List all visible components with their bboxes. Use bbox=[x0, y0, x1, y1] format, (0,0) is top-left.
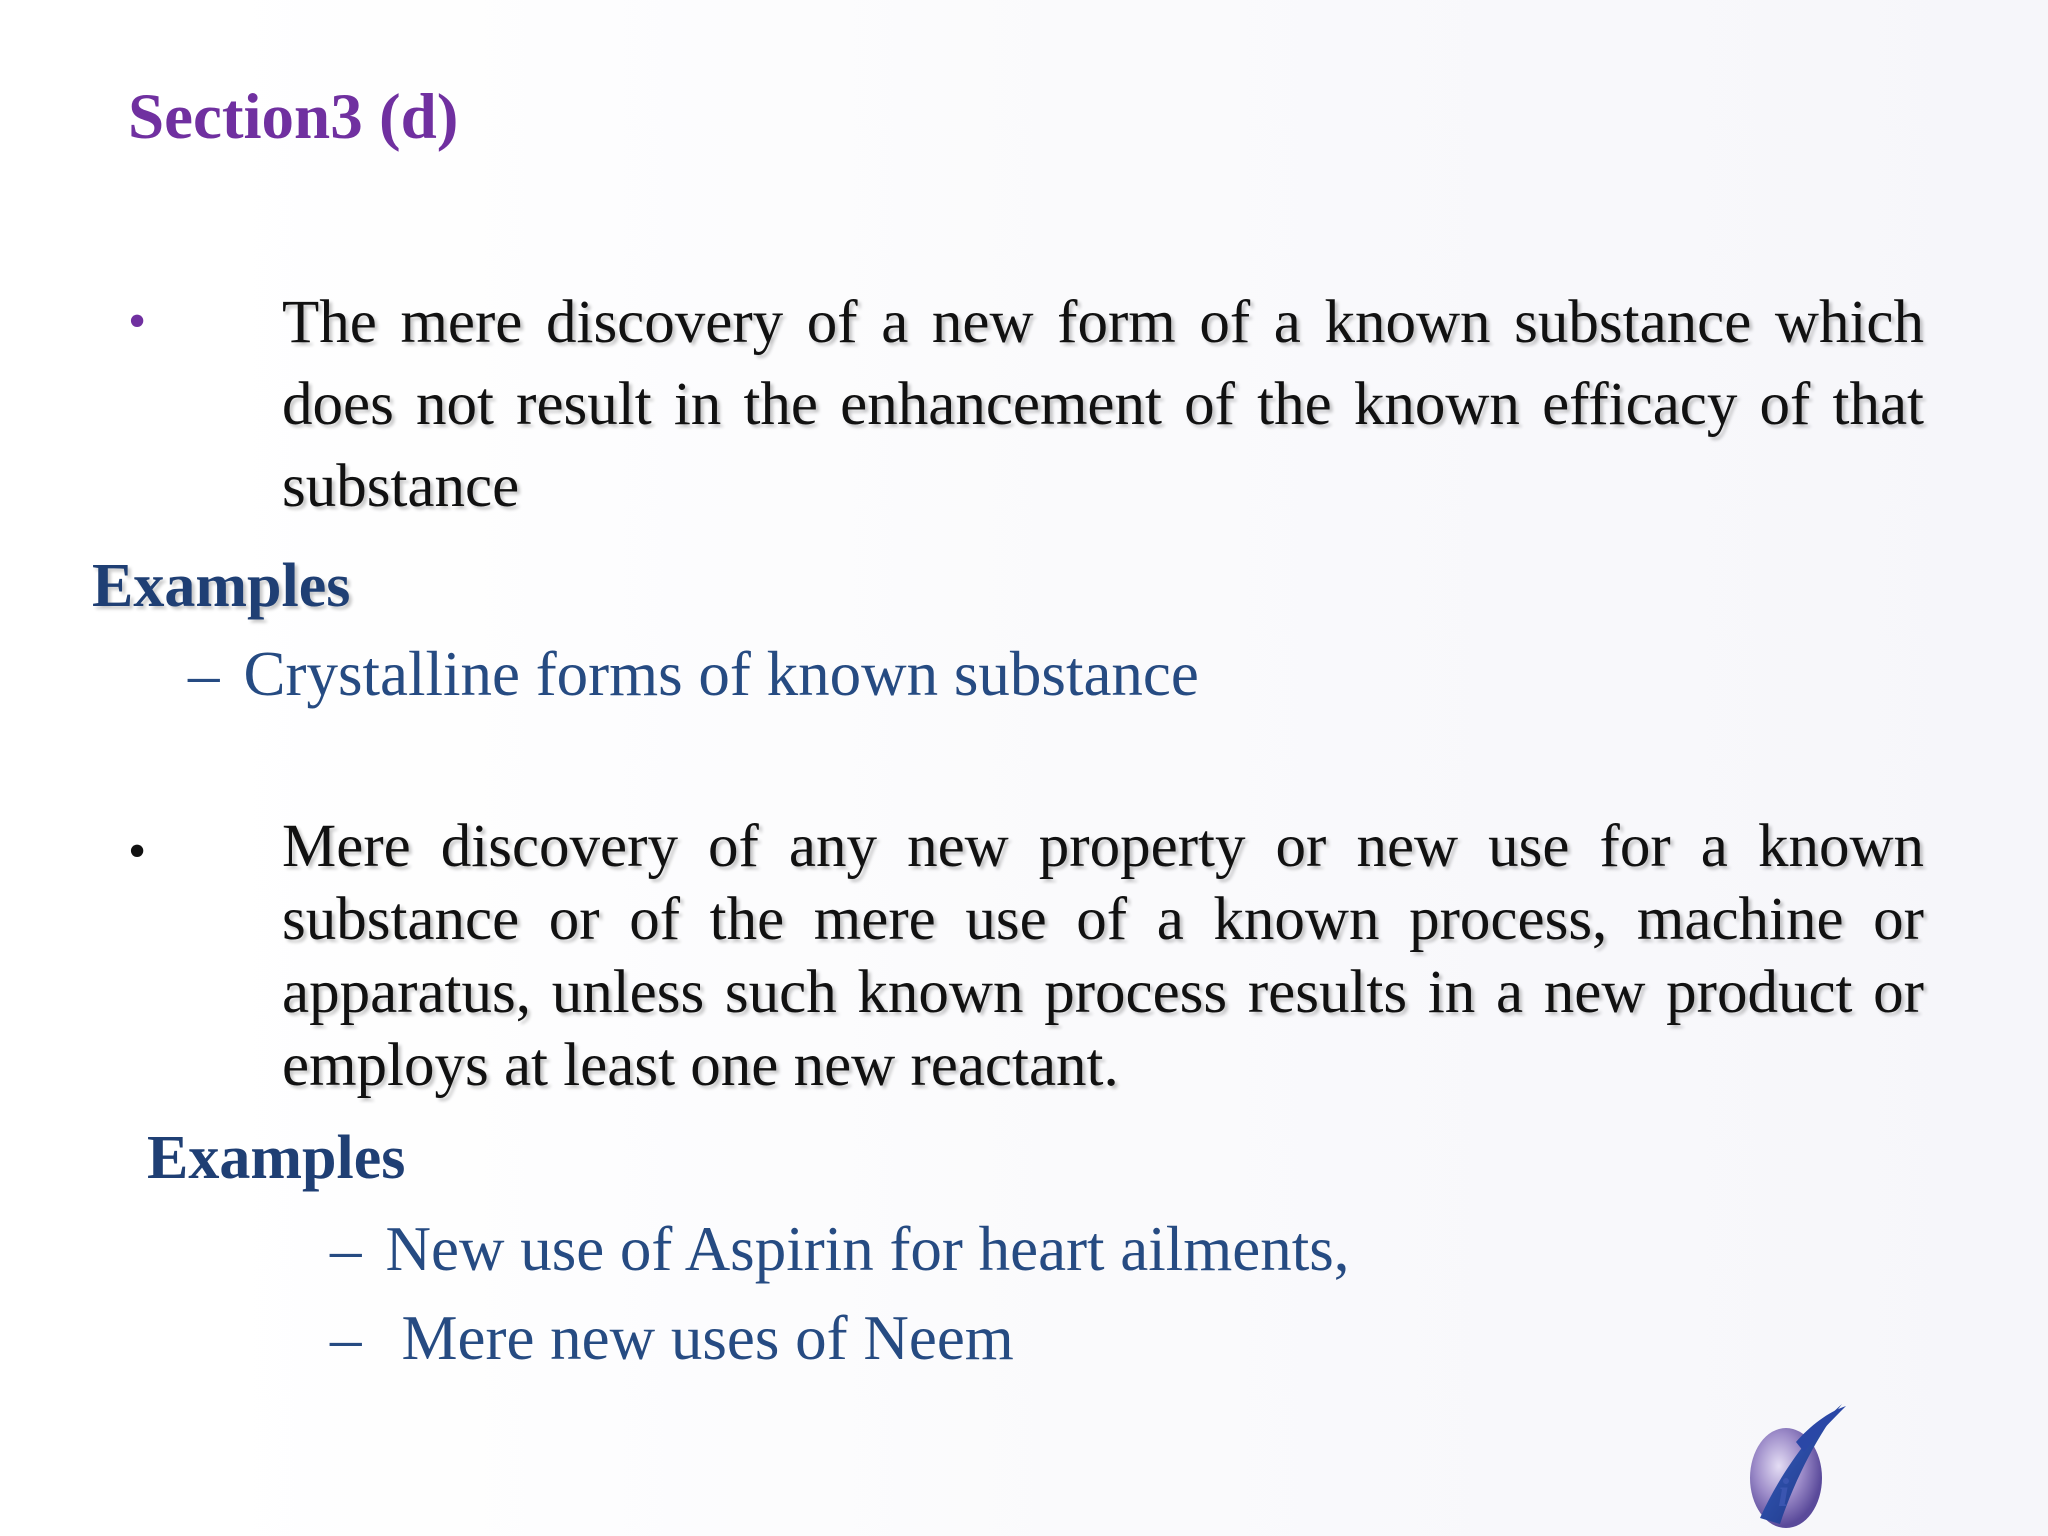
slide-title: Section3 (d) bbox=[128, 81, 459, 153]
svg-text:i: i bbox=[1778, 1470, 1790, 1515]
point-1-text: The mere discovery of a new form of a known substance which does not result in the enhancement of the known efficacy of that substance bbox=[282, 289, 1924, 520]
example-item-neem bbox=[330, 1304, 1014, 1373]
example-text: New use of Aspirin for heart ailments, bbox=[385, 1214, 1350, 1284]
bullet-marker: • bbox=[128, 293, 147, 350]
bullet-marker: • bbox=[128, 823, 147, 880]
institution-logo-icon bbox=[1738, 1396, 1848, 1536]
dash-marker: – bbox=[330, 1303, 362, 1373]
examples-heading-1: Examples bbox=[92, 552, 351, 620]
example-item-crystalline bbox=[188, 640, 1199, 709]
examples-heading-2: Examples bbox=[147, 1124, 406, 1192]
point-2-text: Mere discovery of any new property or new use for a known substance or of the mere use of a known process, machine or apparatus, unless such known process results in a new product or employs at least one new reactant. bbox=[282, 813, 1924, 1099]
dash-marker: – bbox=[330, 1214, 362, 1284]
example-text: Crystalline forms of known substance bbox=[243, 639, 1199, 709]
example-text: Mere new uses of Neem bbox=[401, 1303, 1014, 1373]
dash-marker: – bbox=[188, 639, 220, 709]
example-item-aspirin bbox=[330, 1215, 1350, 1284]
